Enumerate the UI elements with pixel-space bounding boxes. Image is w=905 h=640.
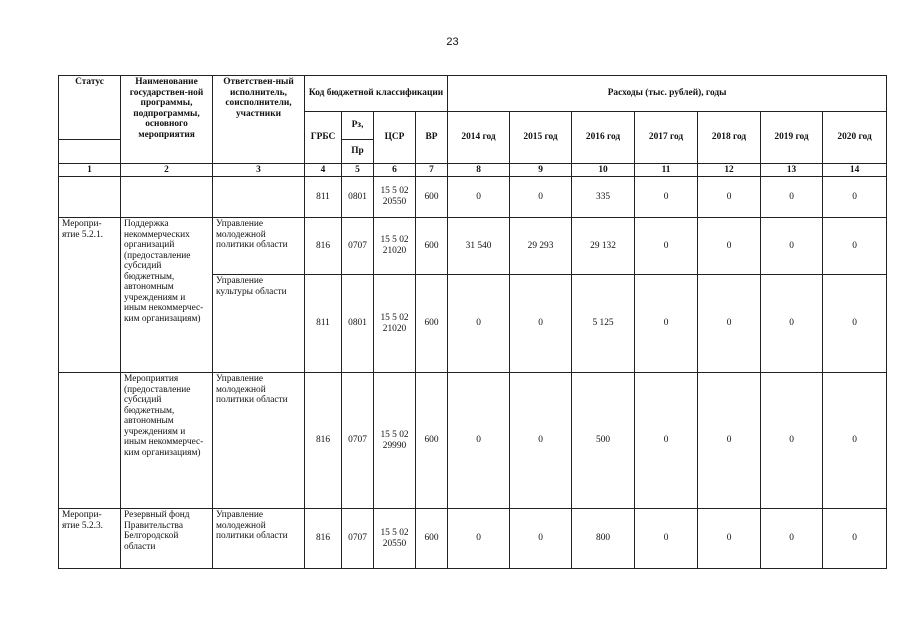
value-cell: 0 [823, 373, 887, 509]
value-cell: 0 [761, 177, 823, 218]
column-number: 5 [342, 164, 374, 177]
name-cell [121, 177, 213, 218]
status-cell [59, 177, 121, 218]
value-cell: 29 132 [572, 218, 635, 275]
value-cell: 0 [448, 275, 510, 373]
rzpr-cell: 0707 [342, 218, 374, 275]
status-cell: Меропри-ятие 5.2.3. [59, 509, 121, 569]
value-cell: 5 125 [572, 275, 635, 373]
column-number: 12 [698, 164, 761, 177]
value-cell: 0 [761, 509, 823, 569]
rzpr-cell: 0707 [342, 509, 374, 569]
csr-cell: 15 5 02 21020 [374, 275, 416, 373]
rzpr-cell: 0801 [342, 275, 374, 373]
column-number: 9 [510, 164, 572, 177]
column-number: 1 [59, 164, 121, 177]
value-cell: 0 [448, 509, 510, 569]
table-row [59, 373, 887, 509]
vr-cell: 600 [416, 373, 448, 509]
name-cell: Резервный фонд Правительства Белгородской области [121, 509, 213, 569]
value-cell: 0 [698, 373, 761, 509]
csr-cell: 15 5 02 20550 [374, 509, 416, 569]
grbs-cell: 816 [305, 509, 342, 569]
value-cell: 0 [635, 509, 698, 569]
value-cell: 0 [635, 177, 698, 218]
header-status: Статус [59, 76, 121, 140]
executor-cell: Управление молодежной политики области [213, 509, 305, 569]
column-numbers-row [59, 164, 887, 177]
vr-cell: 600 [416, 509, 448, 569]
executor-cell: Управление молодежной политики области [213, 373, 305, 509]
page-number: 23 [446, 36, 459, 48]
header-year-2020: 2020 год [823, 112, 887, 164]
value-cell: 0 [761, 218, 823, 275]
column-number: 8 [448, 164, 510, 177]
value-cell: 0 [635, 218, 698, 275]
header-budget-code: Код бюджетной классификации [305, 76, 448, 112]
value-cell: 0 [823, 218, 887, 275]
column-number: 7 [416, 164, 448, 177]
value-cell: 335 [572, 177, 635, 218]
value-cell: 0 [823, 177, 887, 218]
column-number: 6 [374, 164, 416, 177]
csr-cell: 15 5 02 29990 [374, 373, 416, 509]
table-row [59, 218, 887, 275]
column-number: 2 [121, 164, 213, 177]
executor-cell: Управление культуры области [213, 275, 305, 373]
value-cell: 0 [698, 509, 761, 569]
value-cell: 29 293 [510, 218, 572, 275]
value-cell: 0 [448, 373, 510, 509]
column-number: 13 [761, 164, 823, 177]
value-cell: 0 [510, 373, 572, 509]
executor-cell: Управление молодежной политики области [213, 218, 305, 275]
value-cell: 0 [510, 177, 572, 218]
header-rz: Рз, [342, 112, 374, 140]
value-cell: 500 [572, 373, 635, 509]
column-number: 3 [213, 164, 305, 177]
grbs-cell: 811 [305, 275, 342, 373]
header-year-2019: 2019 год [761, 112, 823, 164]
column-number: 14 [823, 164, 887, 177]
column-number: 11 [635, 164, 698, 177]
executor-cell [213, 177, 305, 218]
value-cell: 0 [698, 177, 761, 218]
rzpr-cell: 0801 [342, 177, 374, 218]
vr-cell: 600 [416, 218, 448, 275]
header-status-cont [59, 140, 121, 164]
value-cell: 800 [572, 509, 635, 569]
value-cell: 31 540 [448, 218, 510, 275]
grbs-cell: 816 [305, 373, 342, 509]
header-csr: ЦСР [374, 112, 416, 164]
csr-cell: 15 5 02 20550 [374, 177, 416, 218]
budget-table [58, 75, 887, 569]
value-cell: 0 [510, 275, 572, 373]
vr-cell: 600 [416, 177, 448, 218]
header-year-2014: 2014 год [448, 112, 510, 164]
column-number: 10 [572, 164, 635, 177]
value-cell: 0 [823, 275, 887, 373]
name-cell: Поддержка некоммерческих организаций (предоставление субсидий бюджетным, автономным учреждениям и иным некоммерчес-ким организациям) [121, 218, 213, 373]
header-pr: Пр [342, 140, 374, 164]
status-cell: Меропри-ятие 5.2.1. [59, 218, 121, 373]
value-cell: 0 [761, 373, 823, 509]
name-cell: Мероприятия (предоставление субсидий бюджетным, автономным учреждениям и иным некоммерчес-ким организациям) [121, 373, 213, 509]
table-row [59, 177, 887, 218]
column-number: 4 [305, 164, 342, 177]
value-cell: 0 [635, 275, 698, 373]
header-year-2017: 2017 год [635, 112, 698, 164]
value-cell: 0 [635, 373, 698, 509]
header-name: Наименование государствен-ной программы, подпрограммы, основного мероприятия [121, 76, 213, 164]
rzpr-cell: 0707 [342, 373, 374, 509]
value-cell: 0 [698, 218, 761, 275]
value-cell: 0 [823, 509, 887, 569]
header-expenses: Расходы (тыс. рублей), годы [448, 76, 887, 112]
header-year-2016: 2016 год [572, 112, 635, 164]
grbs-cell: 811 [305, 177, 342, 218]
value-cell: 0 [761, 275, 823, 373]
value-cell: 0 [698, 275, 761, 373]
csr-cell: 15 5 02 21020 [374, 218, 416, 275]
grbs-cell: 816 [305, 218, 342, 275]
header-grbs: ГРБС [305, 112, 342, 164]
table-row [59, 509, 887, 569]
vr-cell: 600 [416, 275, 448, 373]
header-vr: ВР [416, 112, 448, 164]
value-cell: 0 [510, 509, 572, 569]
value-cell: 0 [448, 177, 510, 218]
status-cell [59, 373, 121, 509]
header-year-2018: 2018 год [698, 112, 761, 164]
header-executor: Ответствен-ный исполнитель, соисполнители, участники [213, 76, 305, 164]
header-year-2015: 2015 год [510, 112, 572, 164]
